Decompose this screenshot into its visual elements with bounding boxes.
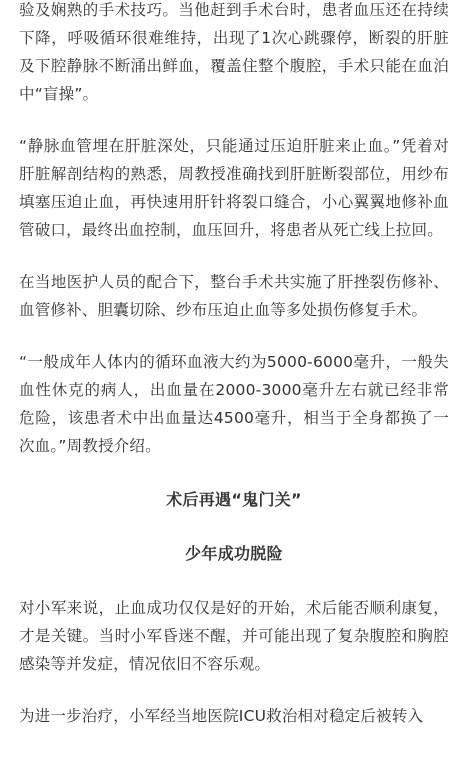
paragraph-transfer: 为进一步治疗，小军经当地医院ICU救治相对稳定后被转入 [19,707,424,725]
paragraph-liver-hemostasis: “静脉血管埋在肝脏深处，只能通过压迫肝脏来止血。”凭着对肝脏解剖结构的熟悉，周教授准确找到肝脏断裂部位，用纱布填塞压迫止血，再快速用肝针将裂口缝合，小心翼翼地修补血管破口，最终出血控制，血压回升，将患者从死亡线上拉回。 [19,137,449,239]
subheading-postoperative: 术后再遇“鬼门关” [166,490,302,509]
subheading-out-of-danger: 少年成功脱险 [185,544,283,563]
paragraph-blood-loss: “一般成年人体内的循环血液大约为5000-6000毫升，一般失血性休克的病人，出血量在2000-3000毫升左右就已经非常危险，该患者术中出血量达4500毫升，相当于全身都换了一次血。”周教授介绍。 [19,353,449,455]
paragraph-surgery-procedures: 在当地医护人员的配合下，整台手术共实施了肝挫裂伤修补、血管修补、胆囊切除、纱布压迫止血等多处损伤修复手术。 [19,273,449,319]
paragraph-surgery-skill: 验及娴熟的手术技巧。当他赶到手术台时，患者血压还在持续下降，呼吸循环很难维持，出现了1次心跳骤停，断裂的肝脏及下腔静脉不断涌出鲜血，覆盖住整个腹腔，手术只能在血泊中“盲操”。 [19,1,449,103]
paragraph-recovery: 对小军来说，止血成功仅仅是好的开始，术后能否顺利康复，才是关键。当时小军昏迷不醒，并可能出现了复杂腹腔和胸腔感染等并发症，情况依旧不容乐观。 [19,599,449,673]
